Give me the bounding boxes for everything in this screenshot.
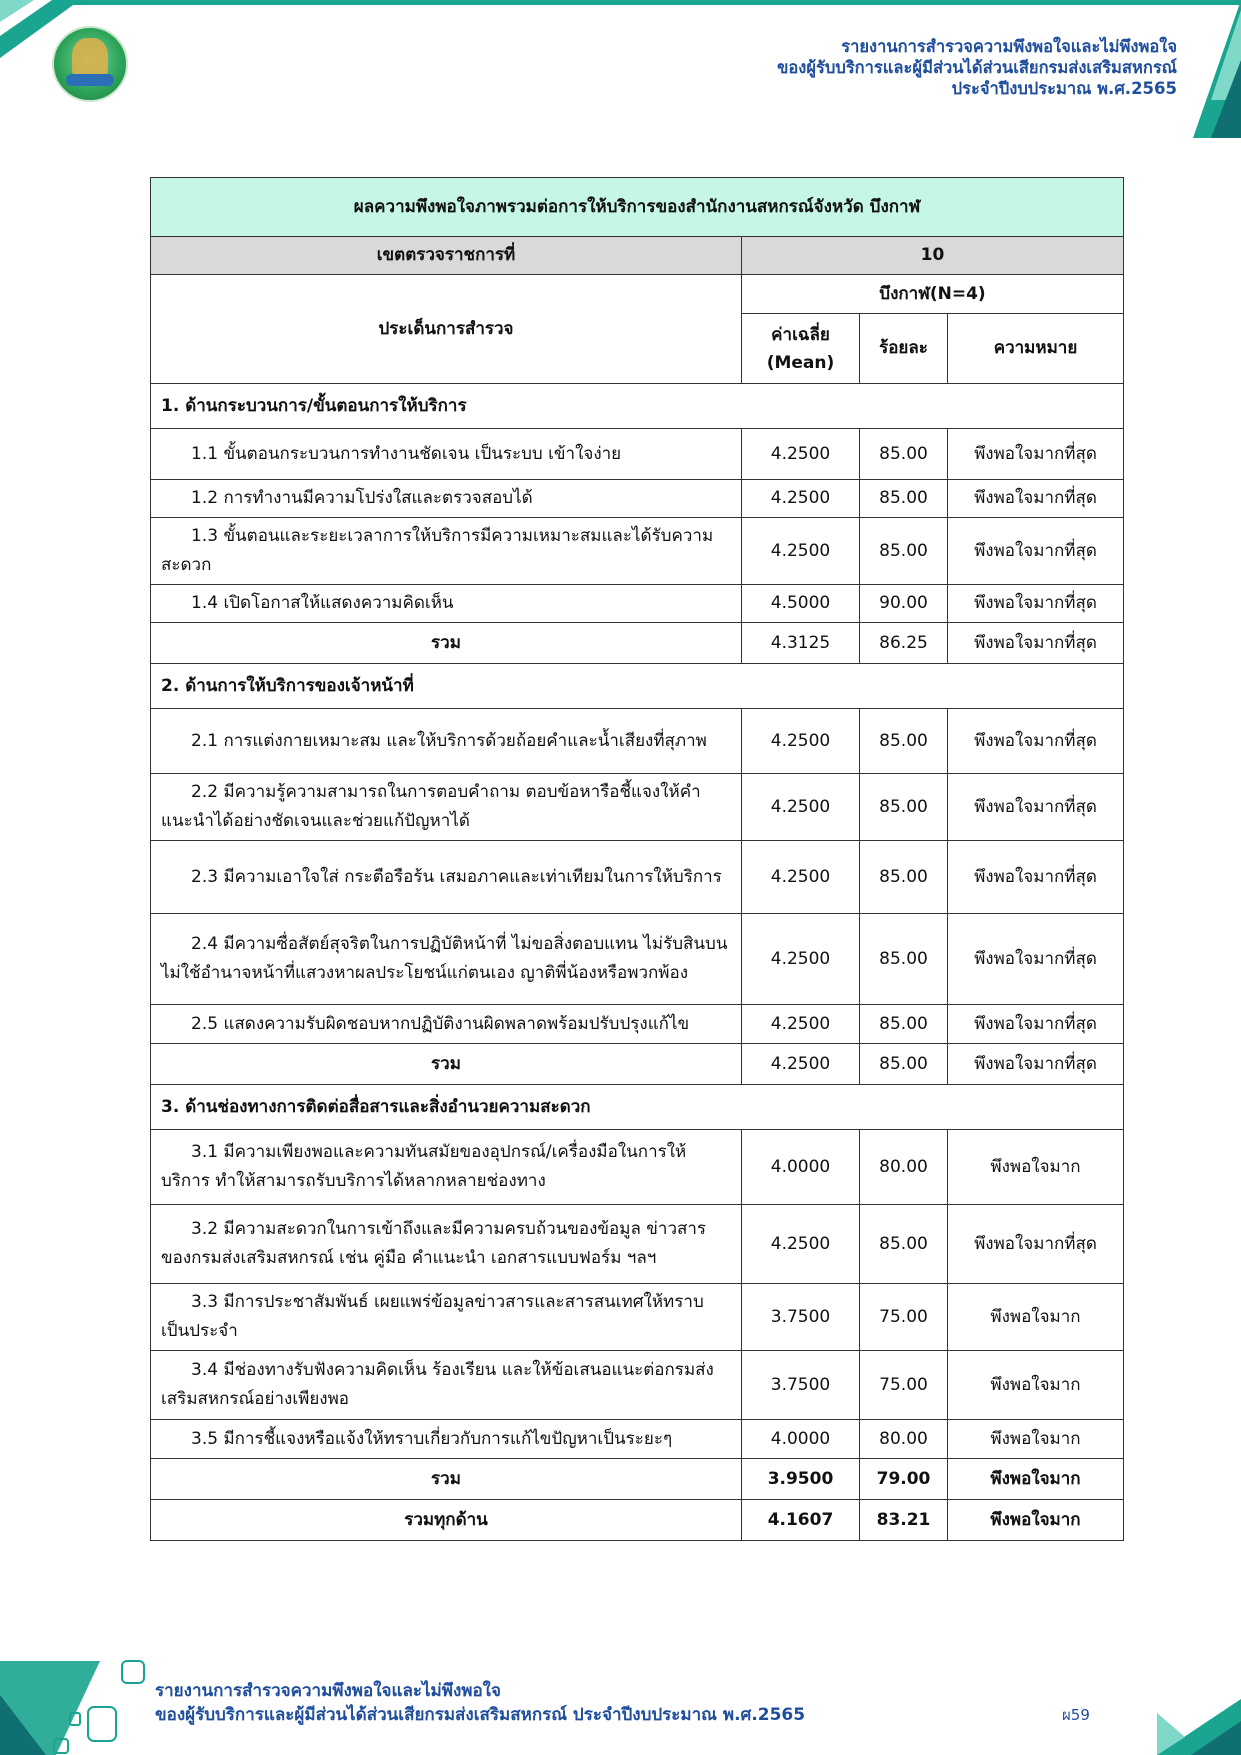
table-title-row <box>151 178 1124 237</box>
item-label: 1.1 ขั้นตอนกระบวนการทำงานชัดเจน เป็นระบบ เข้าใจง่าย <box>191 443 622 464</box>
zone-label: เขตตรวจราชการที่ <box>151 237 742 275</box>
item-label: 3.5 มีการชี้แจงหรือแจ้งให้ทราบเกี่ยวกับการแก้ไขปัญหาเป็นระยะๆ <box>191 1428 673 1449</box>
item-percent: 85.00 <box>860 709 948 774</box>
item-meaning: พึงพอใจมากที่สุด <box>948 709 1124 774</box>
item-mean: 4.2500 <box>742 518 860 585</box>
item-label-cell <box>151 1005 742 1044</box>
corner-decoration-top-right <box>1171 0 1241 140</box>
item-label-cell <box>151 1284 742 1351</box>
item-mean: 4.2500 <box>742 709 860 774</box>
section-row <box>151 1085 1124 1130</box>
grand-total-row <box>151 1500 1124 1541</box>
item-meaning: พึงพอใจมากที่สุด <box>948 585 1124 623</box>
item-label: 2.1 การแต่งกายเหมาะสม และให้บริการด้วยถ้อยคำและน้ำเสียงที่สุภาพ <box>191 730 707 751</box>
item-mean: 4.2500 <box>742 841 860 914</box>
report-footer <box>155 1679 805 1727</box>
item-meaning: พึงพอใจมากที่สุด <box>948 1205 1124 1284</box>
table-row <box>151 518 1124 585</box>
item-label-cell <box>151 585 742 623</box>
item-percent: 85.00 <box>860 774 948 841</box>
item-meaning: พึงพอใจมากที่สุด <box>948 518 1124 585</box>
grand-total-mean: 4.1607 <box>742 1500 860 1541</box>
section-total-row <box>151 1044 1124 1085</box>
item-mean: 4.2500 <box>742 1005 860 1044</box>
item-percent: 85.00 <box>860 1205 948 1284</box>
table-title: ผลความพึงพอใจภาพรวมต่อการให้บริการของสำนักงานสหกรณ์จังหวัด บึงกาฬ <box>151 178 1124 237</box>
header-row-1 <box>151 275 1124 314</box>
table-row <box>151 1420 1124 1459</box>
item-label-cell <box>151 518 742 585</box>
item-mean: 4.0000 <box>742 1130 860 1205</box>
total-meaning: พึงพอใจมากที่สุด <box>948 1044 1124 1085</box>
report-header <box>777 36 1177 99</box>
section-title: 1. ด้านกระบวนการ/ขั้นตอนการให้บริการ <box>151 384 1124 429</box>
item-percent: 80.00 <box>860 1420 948 1459</box>
zone-row <box>151 237 1124 275</box>
item-meaning: พึงพอใจมากที่สุด <box>948 774 1124 841</box>
table-row <box>151 841 1124 914</box>
item-percent: 85.00 <box>860 429 948 480</box>
table-row <box>151 1005 1124 1044</box>
item-meaning: พึงพอใจมากที่สุด <box>948 841 1124 914</box>
zone-value: 10 <box>742 237 1124 275</box>
item-meaning: พึงพอใจมากที่สุด <box>948 429 1124 480</box>
item-label-cell <box>151 841 742 914</box>
table-row <box>151 709 1124 774</box>
table-row <box>151 1205 1124 1284</box>
item-label: 3.4 มีช่องทางรับฟังความคิดเห็น ร้องเรียน และให้ข้อเสนอแนะต่อกรมส่งเสริมสหกรณ์อย่างเพียงพอ <box>161 1360 714 1409</box>
item-percent: 85.00 <box>860 914 948 1005</box>
grand-total-percent: 83.21 <box>860 1500 948 1541</box>
item-mean: 3.7500 <box>742 1351 860 1420</box>
item-meaning: พึงพอใจมากที่สุด <box>948 480 1124 518</box>
section-row <box>151 384 1124 429</box>
item-meaning: พึงพอใจมาก <box>948 1130 1124 1205</box>
total-percent: 86.25 <box>860 623 948 664</box>
mean-header-line-2: (Mean) <box>766 352 835 373</box>
total-percent: 85.00 <box>860 1044 948 1085</box>
percent-header: ร้อยละ <box>860 314 948 384</box>
item-label-cell <box>151 774 742 841</box>
item-percent: 85.00 <box>860 841 948 914</box>
item-mean: 4.5000 <box>742 585 860 623</box>
item-percent: 85.00 <box>860 480 948 518</box>
total-mean: 4.3125 <box>742 623 860 664</box>
total-label: รวม <box>151 623 742 664</box>
item-label-cell <box>151 429 742 480</box>
item-mean: 4.2500 <box>742 1205 860 1284</box>
item-percent: 75.00 <box>860 1284 948 1351</box>
item-label-cell <box>151 1130 742 1205</box>
section-total-row <box>151 623 1124 664</box>
total-label: รวม <box>151 1459 742 1500</box>
item-label: 2.2 มีความรู้ความสามารถในการตอบคำถาม ตอบข้อหารือชี้แจงให้คำแนะนำได้อย่างชัดเจนและช่วยแก้ปัญหาได้ <box>161 782 701 831</box>
total-percent: 79.00 <box>860 1459 948 1500</box>
item-label-cell <box>151 914 742 1005</box>
top-accent-bar <box>0 0 1241 5</box>
topic-header: ประเด็นการสำรวจ <box>151 275 742 384</box>
header-line-3: ประจำปีงบประมาณ พ.ศ.2565 <box>951 79 1177 98</box>
item-mean: 4.0000 <box>742 1420 860 1459</box>
satisfaction-table <box>150 177 1124 1541</box>
item-label-cell <box>151 1351 742 1420</box>
item-percent: 80.00 <box>860 1130 948 1205</box>
section-title: 2. ด้านการให้บริการของเจ้าหน้าที่ <box>151 664 1124 709</box>
department-logo <box>52 26 128 102</box>
item-label-cell <box>151 480 742 518</box>
item-meaning: พึงพอใจมากที่สุด <box>948 1005 1124 1044</box>
section-title: 3. ด้านช่องทางการติดต่อสื่อสารและสิ่งอำนวยความสะดวก <box>151 1085 1124 1130</box>
item-label: 1.2 การทำงานมีความโปร่งใสและตรวจสอบได้ <box>191 488 533 508</box>
table-row <box>151 429 1124 480</box>
item-label: 3.3 มีการประชาสัมพันธ์ เผยแพร่ข้อมูลข่าวสารและสารสนเทศให้ทราบเป็นประจำ <box>161 1292 704 1341</box>
item-mean: 4.2500 <box>742 914 860 1005</box>
item-percent: 75.00 <box>860 1351 948 1420</box>
footer-line-1: รายงานการสำรวจความพึงพอใจและไม่พึงพอใจ <box>155 1681 501 1701</box>
grand-total-label: รวมทุกด้าน <box>151 1500 742 1541</box>
table-row <box>151 480 1124 518</box>
item-label-cell <box>151 709 742 774</box>
table-row <box>151 774 1124 841</box>
total-mean: 3.9500 <box>742 1459 860 1500</box>
item-percent: 85.00 <box>860 518 948 585</box>
section-total-row <box>151 1459 1124 1500</box>
footer-line-2: ของผู้รับบริการและผู้มีส่วนได้ส่วนเสียกรมส่งเสริมสหกรณ์ ประจำปีงบประมาณ พ.ศ.2565 <box>155 1705 806 1725</box>
corner-decoration-bottom-left <box>0 1655 150 1755</box>
table-row <box>151 1351 1124 1420</box>
item-label-cell <box>151 1420 742 1459</box>
item-label: 1.4 เปิดโอกาสให้แสดงความคิดเห็น <box>191 593 454 613</box>
item-meaning: พึงพอใจมาก <box>948 1420 1124 1459</box>
table-row <box>151 914 1124 1005</box>
item-meaning: พึงพอใจมากที่สุด <box>948 914 1124 1005</box>
grand-total-meaning: พึงพอใจมาก <box>948 1500 1124 1541</box>
item-meaning: พึงพอใจมาก <box>948 1351 1124 1420</box>
item-label: 3.1 มีความเพียงพอและความทันสมัยของอุปกรณ์/เครื่องมือในการให้บริการ ทำให้สามารถรับบริการได้หลากหลายช่องทาง <box>161 1142 687 1191</box>
item-percent: 85.00 <box>860 1005 948 1044</box>
total-mean: 4.2500 <box>742 1044 860 1085</box>
item-label: 3.2 มีความสะดวกในการเข้าถึงและมีความครบถ้วนของข้อมูล ข่าวสารของกรมส่งเสริมสหกรณ์ เช่น คู่มือ คำแนะนำ เอกสารแบบฟอร์ม ฯลฯ <box>161 1219 707 1268</box>
header-line-1: รายงานการสำรวจความพึงพอใจและไม่พึงพอใจ <box>841 37 1177 56</box>
item-label: 2.4 มีความซื่อสัตย์สุจริตในการปฏิบัติหน้าที่ ไม่ขอสิ่งตอบแทน ไม่รับสินบน ไม่ใช้อำนาจหน้าที่แสวงหาผลประโยชน์แก่ตนเอง ญาติพี่น้องหรือพวกพ้อง <box>161 934 728 983</box>
header-line-2: ของผู้รับบริการและผู้มีส่วนได้ส่วนเสียกรมส่งเสริมสหกรณ์ <box>777 58 1177 77</box>
item-percent: 90.00 <box>860 585 948 623</box>
total-label: รวม <box>151 1044 742 1085</box>
item-mean: 3.7500 <box>742 1284 860 1351</box>
province-header: บึงกาฬ(N=4) <box>742 275 1124 314</box>
item-mean: 4.2500 <box>742 774 860 841</box>
item-label-cell <box>151 1205 742 1284</box>
meaning-header: ความหมาย <box>948 314 1124 384</box>
total-meaning: พึงพอใจมากที่สุด <box>948 623 1124 664</box>
item-mean: 4.2500 <box>742 429 860 480</box>
total-meaning: พึงพอใจมาก <box>948 1459 1124 1500</box>
item-mean: 4.2500 <box>742 480 860 518</box>
item-meaning: พึงพอใจมาก <box>948 1284 1124 1351</box>
table-row <box>151 1284 1124 1351</box>
page-number: ผ59 <box>1062 1706 1090 1724</box>
item-label: 1.3 ขั้นตอนและระยะเวลาการให้บริการมีความเหมาะสมและได้รับความสะดวก <box>161 526 714 575</box>
mean-header-line-1: ค่าเฉลี่ย <box>771 324 830 345</box>
section-row <box>151 664 1124 709</box>
corner-decoration-bottom-right <box>1131 1699 1241 1755</box>
item-label: 2.5 แสดงความรับผิดชอบหากปฏิบัติงานผิดพลาดพร้อมปรับปรุงแก้ไข <box>191 1013 690 1034</box>
table-row <box>151 585 1124 623</box>
table-row <box>151 1130 1124 1205</box>
item-label: 2.3 มีความเอาใจใส่ กระตือรือร้น เสมอภาคและเท่าเทียมในการให้บริการ <box>191 866 722 887</box>
mean-header <box>742 314 860 384</box>
